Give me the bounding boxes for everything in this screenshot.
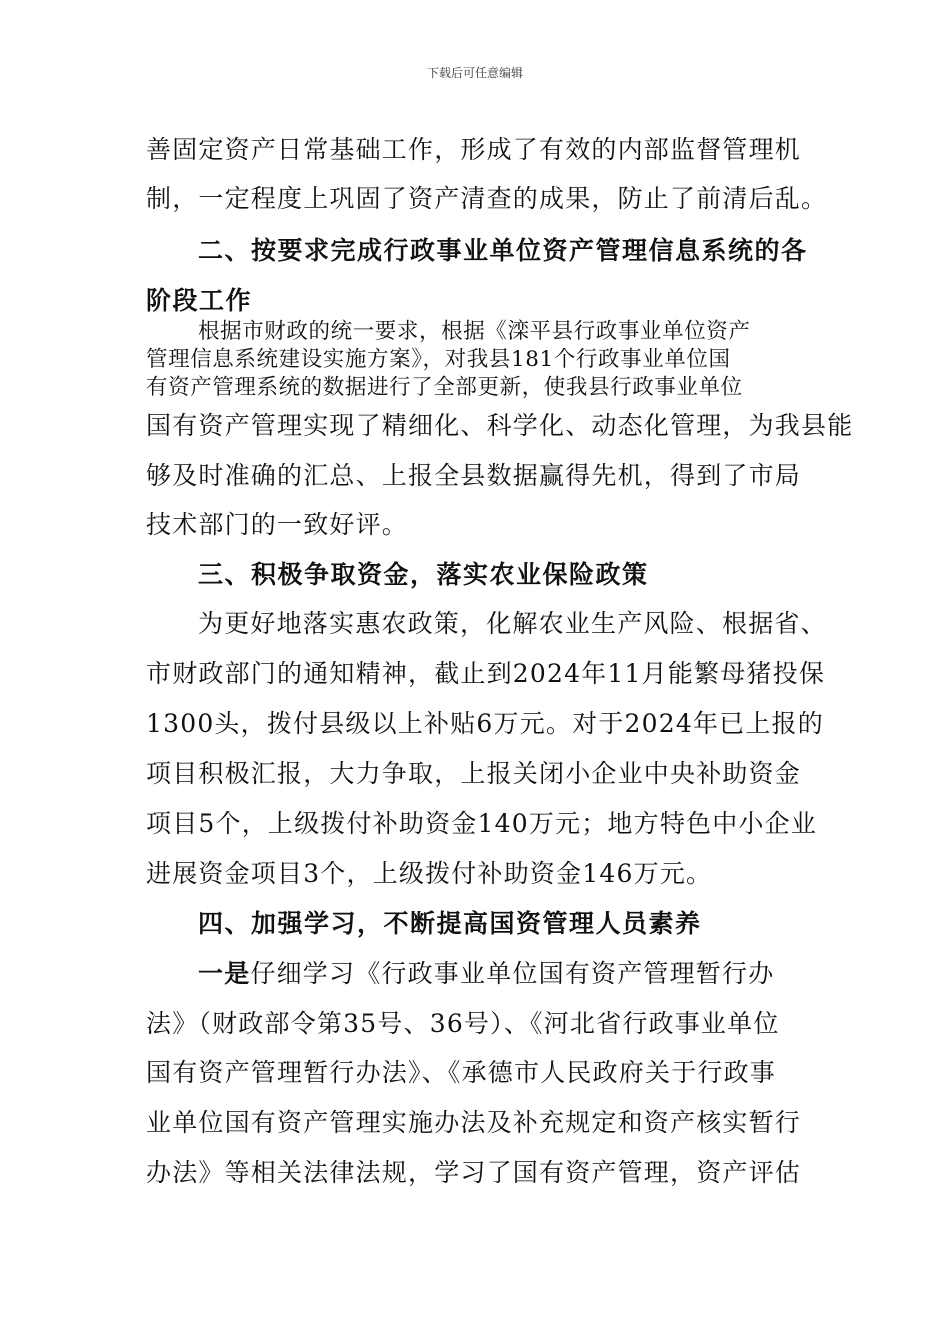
body-line: 项目5个，上级拨付补助资金140万元；地方特色中小企业 bbox=[146, 809, 818, 838]
body-line: 国有资产管理暂行办法》、《承德市人民政府关于行政事 bbox=[146, 1058, 777, 1087]
body-line: 办法》等相关法律法规，学习了国有资产管理，资产评估 bbox=[146, 1158, 802, 1187]
body-line: 国有资产管理实现了精细化、科学化、动态化管理，为我县能 bbox=[146, 411, 854, 440]
body-line: 技术部门的一致好评。 bbox=[146, 510, 409, 539]
body-line: 有资产管理系统的数据进行了全部更新，使我县行政事业单位 bbox=[146, 375, 743, 400]
body-line: 够及时准确的汇总、上报全县数据赢得先机，得到了市局 bbox=[146, 461, 802, 490]
section-heading-2: 二、按要求完成行政事业单位资产管理信息系统的各 bbox=[198, 236, 808, 265]
lead-emphasis: 一是 bbox=[198, 959, 251, 988]
lead-rest: 仔细学习《行政事业单位国有资产管理暂行办 bbox=[250, 959, 775, 988]
body-line: 项目积极汇报，大力争取，上报关闭小企业中央补助资金 bbox=[146, 759, 802, 788]
section-heading-2-cont: 阶段工作 bbox=[146, 286, 253, 315]
body-line: 制，一定程度上巩固了资产清查的成果，防止了前清后乱。 bbox=[146, 184, 828, 213]
body-line: 业单位国有资产管理实施办法及补充规定和资产核实暂行 bbox=[146, 1108, 802, 1137]
body-line: 善固定资产日常基础工作，形成了有效的内部监督管理机 bbox=[146, 135, 802, 164]
body-line: 进展资金项目3个，上级拨付补助资金146万元。 bbox=[146, 859, 713, 888]
body-line-with-lead bbox=[198, 961, 774, 986]
body-line: 法》（财政部令第35号、36号）、《河北省行政事业单位 bbox=[146, 1009, 780, 1038]
body-line: 1300头，拨付县级以上补贴6万元。对于2024年已上报的 bbox=[146, 709, 824, 738]
section-heading-4: 四、加强学习，不断提高国资管理人员素养 bbox=[198, 909, 702, 938]
body-line: 市财政部门的通知精神，截止到2024年11月能繁母猪投保 bbox=[146, 659, 826, 688]
body-line: 为更好地落实惠农政策，化解农业生产风险、根据省、 bbox=[198, 609, 827, 638]
body-line: 根据市财政的统一要求，根据《滦平县行政事业单位资产 bbox=[198, 319, 751, 344]
section-heading-3: 三、积极争取资金，落实农业保险政策 bbox=[198, 560, 649, 589]
page-header-note: 下载后可任意编辑 bbox=[426, 66, 523, 80]
body-line: 管理信息系统建设实施方案》，对我县181个行政事业单位国 bbox=[146, 347, 731, 372]
